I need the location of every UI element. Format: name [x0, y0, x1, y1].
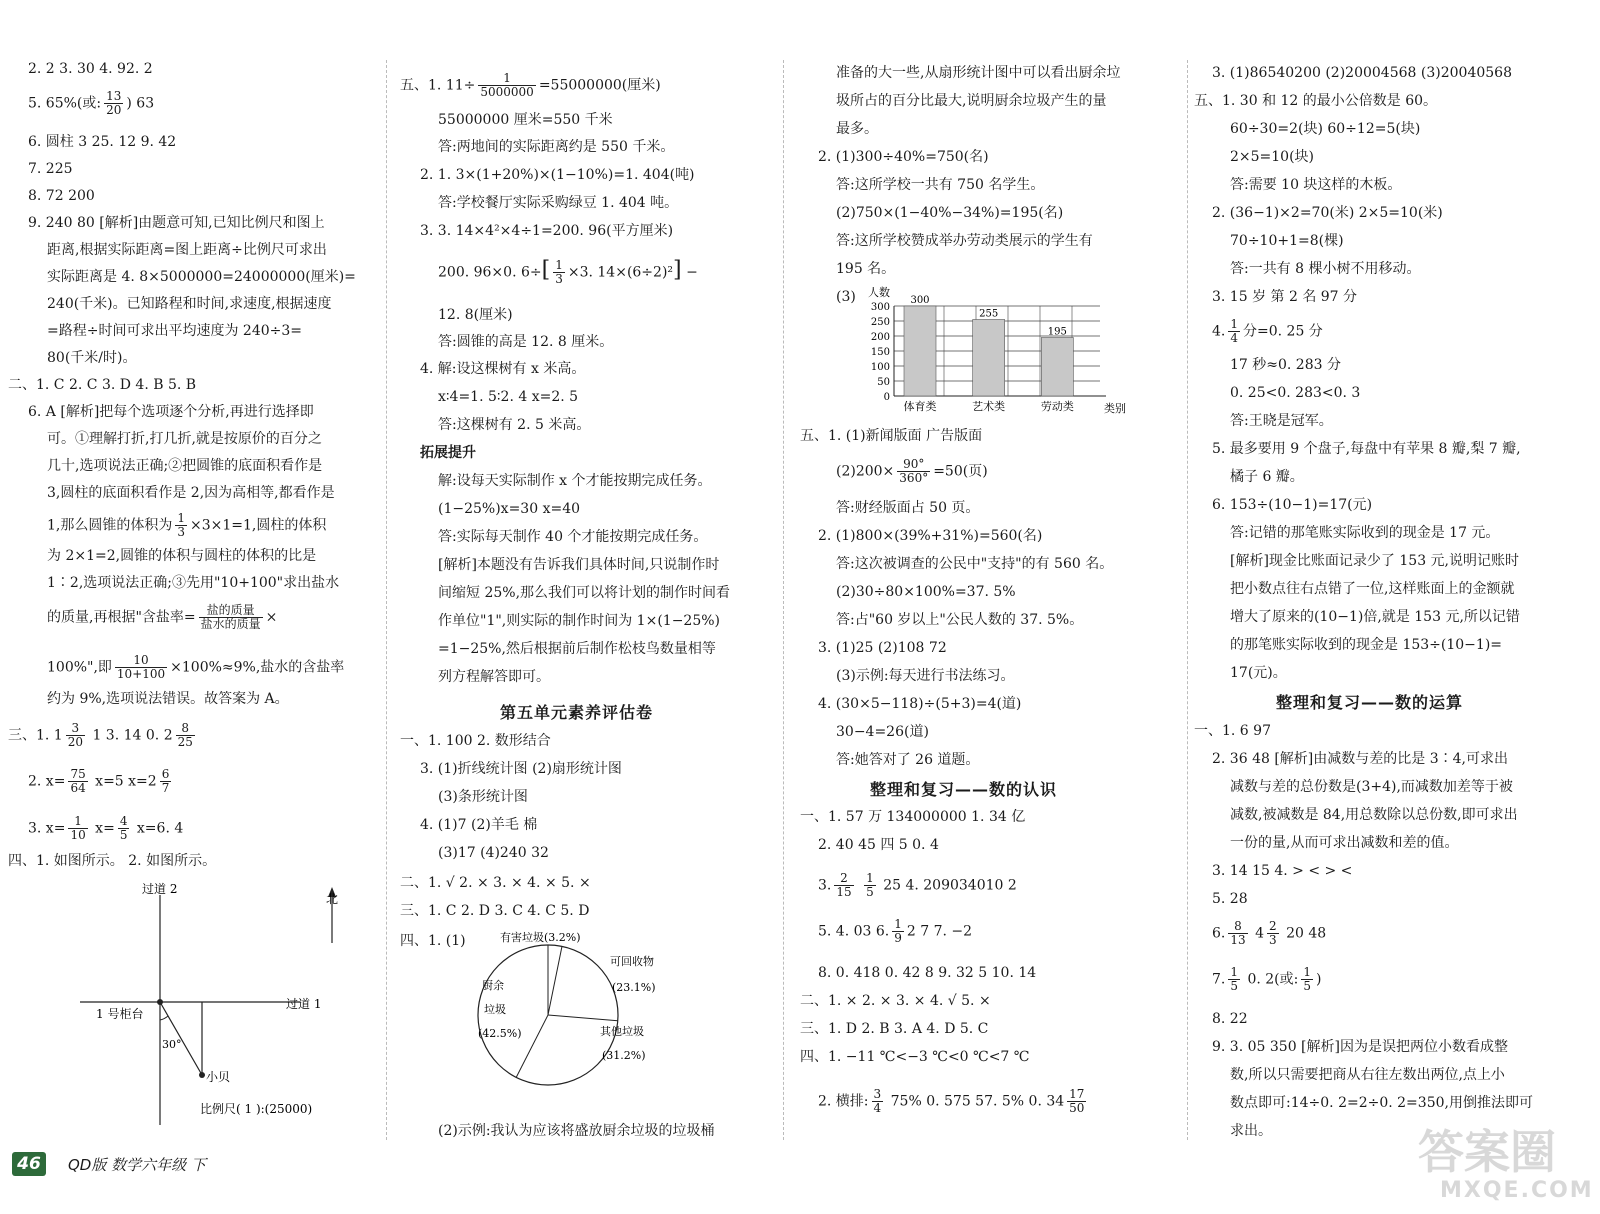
answer-line: 四、1. (1)	[400, 933, 466, 949]
answer-line: (2)30÷80×100%=37. 5%	[836, 584, 1016, 600]
answer-line: 约为 9%,选项说法错误。故答案为 A。	[47, 691, 289, 707]
answer-line: 0. 25<0. 283<0. 3	[1230, 385, 1361, 401]
answer-line: 答:财经版面占 50 页。	[836, 500, 980, 516]
fraction: $\frac{90^\circ}{360^\circ}$	[899, 457, 929, 485]
answer-line: 1,那么圆锥的体积为 $\frac{1}{3}$ ×3×1=1,圆柱的体积	[47, 511, 327, 539]
fraction: $\frac{75}{64}$	[70, 767, 86, 795]
answer-line: 2. x= $\frac{75}{64}$ x=5 x=2 $\frac{6}{7}$	[28, 767, 170, 795]
answer-line: 9. 240 80 [解析]由题意可知,已知比例尺和图上	[28, 215, 325, 231]
answer-line: 为 2×1=2,圆锥的体积与圆柱的体积的比是	[47, 548, 317, 564]
fraction: $\frac{1}{3}$	[177, 511, 185, 539]
answer-line: (3)	[836, 289, 856, 305]
pie-label-kitchen-2: 垃圾	[484, 1003, 506, 1016]
column-divider	[386, 60, 387, 1140]
answer-line: 6. 圆柱 3 25. 12 9. 42	[28, 134, 177, 150]
fraction: $\frac{4}{5}$	[119, 814, 128, 842]
answer-line: 30−4=26(道)	[836, 724, 929, 740]
fraction: $\frac{3}{20}$	[67, 721, 83, 749]
bar-data-label: 195	[1047, 326, 1067, 338]
answer-line: 5. 28	[1212, 891, 1248, 907]
answer-line: 一、1. 57 万 134000000 1. 34 亿	[800, 809, 1026, 825]
bar-data-label: 255	[979, 308, 999, 320]
answer-line: 2. 40 45 四 5 0. 4	[818, 837, 939, 853]
answer-line: 17(元)。	[1230, 665, 1287, 681]
answer-line: 答:实际每天制作 40 个才能按期完成任务。	[438, 529, 708, 545]
answer-line: 二、1. C 2. C 3. D 4. B 5. B	[8, 377, 197, 393]
fraction: $\frac{1}{9}$	[894, 917, 902, 945]
answer-line: (3)示例:每天进行书法练习。	[836, 668, 1015, 684]
answer-line: 四、1. −11 ℃<−3 ℃<0 ℃<7 ℃	[800, 1049, 1030, 1065]
fraction: $\frac{1}{5}$	[1230, 965, 1238, 993]
answer-line: 7. 225	[28, 161, 73, 177]
answer-line: 答:王晓是冠军。	[1230, 413, 1333, 429]
y-tick-label: 50	[877, 377, 890, 388]
answer-line: 数,所以只需要把商从右往左数出两位,点上小	[1230, 1067, 1505, 1083]
answer-line: 8. 22	[1212, 1011, 1248, 1027]
answer-line: 1∶2,选项说法正确;③先用"10+100"求出盐水	[47, 575, 340, 591]
answer-line: 一份的量,从而可求出减数和差的值。	[1230, 835, 1459, 851]
answer-line: 2. 36 48 [解析]由减数与差的比是 3∶4,可求出	[1212, 751, 1508, 767]
answer-line: 12. 8(厘米)	[438, 307, 513, 323]
answer-line: 5. 65%(或: $\frac{13}{20}$ ) 63	[28, 89, 155, 117]
fraction: $\frac{1}{3}$	[555, 258, 563, 286]
fraction: $\frac{1}{5000000}$	[480, 71, 534, 99]
answer-line: 列方程解答即可。	[438, 669, 550, 685]
answer-line: 答:需要 10 块这样的木板。	[1230, 177, 1402, 193]
column-divider	[783, 60, 784, 1140]
answer-line: 五、1. 11÷ $\frac{1}{5000000}$ =55000000(厘米)	[400, 71, 661, 99]
watermark-url: MXQE.COM	[1440, 1178, 1594, 1203]
answer-line: 答:这棵树有 2. 5 米高。	[438, 417, 591, 433]
answer-line: 答:这次被调查的公民中"支持"的有 560 名。	[836, 556, 1114, 572]
fraction: $\frac{17}{50}$	[1069, 1087, 1085, 1115]
answer-line: 答:圆锥的高是 12. 8 厘米。	[438, 334, 614, 350]
answer-line: 可。①理解打折,打几折,就是按原价的百分之	[47, 431, 322, 447]
fraction: $\frac{1}{5}$	[1303, 965, 1311, 993]
y-tick-label: 250	[870, 317, 890, 328]
answer-line: 实际距离是 4. 8×5000000=24000000(厘米)=	[47, 269, 356, 285]
answer-line: 的质量,再根据"含盐率= $\frac{\text{盐的质量}}{\text{盐水的质量}}$ ×	[47, 603, 278, 631]
answer-line: 3,圆柱的底面积看作是 2,因为高相等,都看作是	[47, 485, 335, 501]
pie-slice-edge	[516, 1015, 548, 1077]
answer-line: x∶4=1. 5∶2. 4 x=2. 5	[438, 389, 579, 405]
answer-line: 60÷30=2(块) 60÷12=5(块)	[1230, 121, 1421, 137]
answer-line: 4. (1)7 (2)羊毛 棉	[420, 817, 538, 833]
answer-line: 三、1. 1 $\frac{3}{20}$ 1 3. 14 0. 2 $\frac{8}{25}$	[8, 721, 193, 749]
answer-line: 4. 解:设这棵树有 x 米高。	[420, 361, 586, 377]
pie-label-kitchen: 厨余	[482, 979, 504, 992]
column-divider	[1187, 60, 1188, 1140]
pie-value-recyclable: (23.1%)	[612, 981, 656, 994]
answer-line: 55000000 厘米=550 千米	[438, 112, 613, 128]
section-title: 整理和复习——数的运算	[1276, 693, 1464, 712]
fraction: $\frac{1}{4}$	[1230, 317, 1238, 345]
y-tick-label: 300	[870, 302, 890, 313]
answer-line: 3. 3. 14×4²×4÷1=200. 96(平方厘米)	[420, 223, 674, 239]
answer-line: 2. 横排: $\frac{3}{4}$ 75% 0. 575 57. 5% 0. 34 $\frac{17}{50}$	[818, 1087, 1085, 1115]
answer-line: (3)条形统计图	[438, 789, 528, 805]
answer-line: 4. (30×5−118)÷(5+3)=4(道)	[818, 696, 1022, 712]
answer-line: 17 秒≈0. 283 分	[1230, 357, 1341, 373]
fraction: $\frac{8}{13}$	[1230, 919, 1246, 947]
answer-line: =路程÷时间可求出平均速度为 240÷3=	[47, 323, 303, 339]
answer-line: 圾所占的百分比最大,说明厨余垃圾产生的量	[836, 93, 1107, 109]
answer-line: 3. 15 岁 第 2 名 97 分	[1212, 289, 1358, 305]
pie-value-kitchen: (42.5%)	[478, 1027, 522, 1040]
person-label: 小贝	[206, 1070, 231, 1084]
section-subtitle: 拓展提升	[420, 445, 476, 461]
answer-line: (2)200× $\frac{90^\circ}{360^\circ}$ =50(页)	[836, 457, 988, 485]
answer-line: 2. 2 3. 30 4. 92. 2	[28, 61, 153, 77]
answer-line: 答:这所学校赞成举办劳动类展示的学生有	[836, 233, 1093, 249]
fraction: $\frac{\text{盐的质量}}{\text{盐水的质量}}$	[200, 603, 261, 631]
answer-line: 3. (1)86540200 (2)20004568 (3)20040568	[1212, 65, 1512, 81]
column-4	[1192, 0, 1592, 1214]
answer-line: 2×5=10(块)	[1230, 149, 1315, 165]
answer-line: 减数,被减数是 84,用总数除以总份数,即可求出	[1230, 807, 1518, 823]
column-2	[390, 0, 790, 1214]
answer-line: 求出。	[1230, 1123, 1272, 1139]
y-tick-label: 150	[870, 347, 890, 358]
answer-line: 五、1. (1)新闻版面 广告版面	[800, 428, 983, 444]
column-1	[0, 0, 385, 1214]
bar-ylabel: 人数	[868, 286, 890, 299]
fraction: $\frac{8}{25}$	[177, 721, 193, 749]
answer-line: 答:记错的那笔账实际收到的现金是 17 元。	[1230, 525, 1500, 541]
answer-line: 3. (1)折线统计图 (2)扇形统计图	[420, 761, 622, 777]
watermark-logo: 答案圈	[1418, 1125, 1556, 1179]
answer-line: 解:设每天实际制作 x 个才能按期完成任务。	[438, 473, 712, 489]
answer-line: 5. 最多要用 9 个盘子,每盘中有苹果 8 瓣,梨 7 瓣,	[1212, 441, 1521, 457]
page-number: 46	[12, 1152, 46, 1176]
answer-line: 3. x= $\frac{1}{10}$ x= $\frac{4}{5}$ x=6. 4	[28, 814, 184, 842]
answer-line: 8. 0. 418 0. 42 8 9. 32 5 10. 14	[818, 965, 1037, 981]
answer-line: 二、1. √ 2. × 3. × 4. × 5. ×	[400, 875, 591, 891]
fraction: $\frac{6}{7}$	[161, 767, 170, 795]
answer-line: 三、1. C 2. D 3. C 4. C 5. D	[400, 903, 590, 919]
section-title: 第五单元素养评估卷	[500, 703, 654, 722]
counter-label: 1 号柜台	[96, 1007, 144, 1021]
answer-line: 240(千米)。已知路程和时间,求速度,根据速度	[47, 296, 332, 312]
fraction: $\frac{1}{10}$	[70, 814, 86, 842]
answer-line: 5. 4. 03 6. $\frac{1}{9}$ 2 7 7. −2	[818, 917, 973, 945]
answer-line: 200. 96×0. 6÷[ $\frac{1}{3}$ ×3. 14×(6÷2)²] −	[438, 257, 698, 286]
answer-line: 橘子 6 瓣。	[1230, 469, 1304, 485]
answer-line: 答:她答对了 26 道题。	[836, 752, 980, 768]
answer-line: 6. A [解析]把每个选项逐个分析,再进行选择即	[28, 404, 314, 420]
answer-line: 2. (1)800×(39%+31%)=560(名)	[818, 528, 1043, 544]
pie-value-other: (31.2%)	[602, 1049, 646, 1062]
bar-marks	[904, 295, 1074, 413]
bar	[1041, 338, 1073, 397]
answer-line: 一、1. 100 2. 数形结合	[400, 733, 551, 749]
answer-line: 70÷10+1=8(棵)	[1230, 233, 1344, 249]
answer-line: 答:两地间的实际距离约是 550 千米。	[438, 139, 675, 155]
road1-label: 过道 1	[286, 997, 322, 1011]
bar-xlabel: 类别	[1104, 402, 1126, 415]
road2-label: 过道 2	[142, 882, 178, 896]
answer-line: 最多。	[836, 121, 878, 137]
angle-label: 30°	[162, 1038, 182, 1051]
answer-line: 准备的大一些,从扇形统计图中可以看出厨余垃	[836, 65, 1121, 81]
answer-line: 间缩短 25%,那么我们可以将计划的制作时间看	[438, 585, 731, 601]
bar	[973, 320, 1005, 397]
y-tick-label: 0	[883, 392, 890, 403]
answer-line: 答:占"60 岁以上"公民人数的 37. 5%。	[836, 612, 1084, 628]
bar-category-label: 艺术类	[972, 400, 1006, 413]
bar-category-label: 劳动类	[1040, 400, 1074, 413]
bar	[904, 306, 936, 396]
fraction: $\frac{2}{3}$	[1269, 919, 1277, 947]
answer-line: (2)750×(1−40%−34%)=195(名)	[836, 205, 1064, 221]
bar-category-label: 体育类	[903, 400, 937, 413]
answer-line: 一、1. 6 97	[1194, 723, 1271, 739]
answer-line: 4. $\frac{1}{4}$ 分=0. 25 分	[1212, 317, 1323, 345]
pie-slice-edge	[548, 946, 562, 1015]
answer-line: 100%",即 $\frac{10}{10+100}$ ×100%≈9%,盐水的含盐率	[47, 653, 345, 681]
answer-line: 2. (1)300÷40%=750(名)	[818, 149, 989, 165]
section-title: 整理和复习——数的认识	[870, 780, 1058, 799]
north-label: 北	[326, 892, 339, 906]
answer-line: (1−25%)x=30 x=40	[438, 501, 581, 517]
y-tick-label: 100	[870, 362, 890, 373]
answer-line: 2. 1. 3×(1+20%)×(1−10%)=1. 404(吨)	[420, 167, 695, 183]
bar-data-label: 300	[910, 295, 930, 306]
answer-line: 答:一共有 8 棵小树不用移动。	[1230, 261, 1421, 277]
answer-line: [解析]本题没有告诉我们具体时间,只说制作时	[438, 557, 720, 573]
pie-chart	[470, 925, 710, 1095]
book-info: QD版 数学六年级 下	[68, 1156, 206, 1174]
answer-line: =1−25%,然后根据前后制作松枝鸟数量相等	[438, 641, 716, 657]
fraction: $\frac{10}{10+100}$	[116, 653, 166, 681]
answer-line: 3. 14 15 4. > < > <	[1212, 863, 1353, 879]
answer-line: 80(千米/时)。	[47, 350, 137, 366]
y-tick-label: 200	[870, 332, 890, 343]
fraction: $\frac{3}{4}$	[873, 1087, 882, 1115]
answer-line: 距离,根据实际距离=图上距离÷比例尺可求出	[47, 242, 327, 258]
answer-line: 6. 153÷(10−1)=17(元)	[1212, 497, 1373, 513]
fraction: $\frac{2}{15}$	[836, 871, 852, 899]
answer-line: 二、1. × 2. × 3. × 4. √ 5. ×	[800, 993, 991, 1009]
answer-line: 五、1. 30 和 12 的最小公倍数是 60。	[1194, 93, 1438, 109]
answer-line: 四、1. 如图所示。 2. 如图所示。	[8, 853, 217, 869]
answer-line: (3)17 (4)240 32	[438, 845, 549, 861]
answer-line: 6. $\frac{8}{13}$ 4 $\frac{2}{3}$ 20 48	[1212, 919, 1327, 947]
answer-line: 3. (1)25 (2)108 72	[818, 640, 947, 656]
fraction: $\frac{1}{5}$	[866, 871, 874, 899]
answer-line: [解析]现金比账面记录少了 153 元,说明记账时	[1230, 553, 1519, 569]
bar-chart	[860, 284, 1140, 420]
fraction: $\frac{13}{20}$	[106, 89, 122, 117]
answer-line: 答:学校餐厅实际采购绿豆 1. 404 吨。	[438, 195, 679, 211]
scale-label: 比例尺( 1 ):(25000)	[200, 1102, 313, 1116]
answer-line: (2)示例:我认为应该将盛放厨余垃圾的垃圾桶	[438, 1123, 715, 1139]
answer-line: 作单位"1",则实际的制作时间为 1×(1−25%)	[438, 613, 721, 629]
answer-line: 三、1. D 2. B 3. A 4. D 5. C	[800, 1021, 989, 1037]
pie-label-recyclable: 可回收物	[610, 955, 654, 968]
answer-line: 减数与差的总份数是(3+4),而减数加差等于被	[1230, 779, 1513, 795]
pie-slice-edge	[548, 1015, 618, 1021]
pie-label-hazardous: 有害垃圾(3.2%)	[500, 931, 581, 944]
answer-line: 9. 3. 05 350 [解析]因为是误把两位小数看成整	[1212, 1039, 1508, 1055]
answer-line: 数点即可:14÷0. 2=2÷0. 2=350,用倒推法即可	[1230, 1095, 1533, 1111]
location-diagram	[60, 875, 380, 1145]
answer-line: 7. $\frac{1}{5}$ 0. 2(或: $\frac{1}{5}$ )	[1212, 965, 1322, 993]
answer-line: 2. (36−1)×2=70(米) 2×5=10(米)	[1212, 205, 1443, 221]
column-3	[790, 0, 1190, 1214]
answer-line: 3. $\frac{2}{15}$ $\frac{1}{5}$ 25 4. 209034010 2	[818, 871, 1017, 899]
answer-line: 的那笔账实际收到的现金是 153÷(10−1)=	[1230, 637, 1503, 653]
answer-line: 8. 72 200	[28, 188, 95, 204]
pie-label-other: 其他垃圾	[600, 1025, 644, 1038]
answer-line: 增大了原来的(10−1)倍,就是 153 元,所以记错	[1230, 609, 1520, 625]
answer-line: 把小数点往右点错了一位,这样账面上的金额就	[1230, 581, 1515, 597]
answer-line: 195 名。	[836, 261, 896, 277]
answer-line: 几十,选项说法正确;②把圆锥的底面积看作是	[47, 458, 323, 474]
answer-line: 答:这所学校一共有 750 名学生。	[836, 177, 1045, 193]
